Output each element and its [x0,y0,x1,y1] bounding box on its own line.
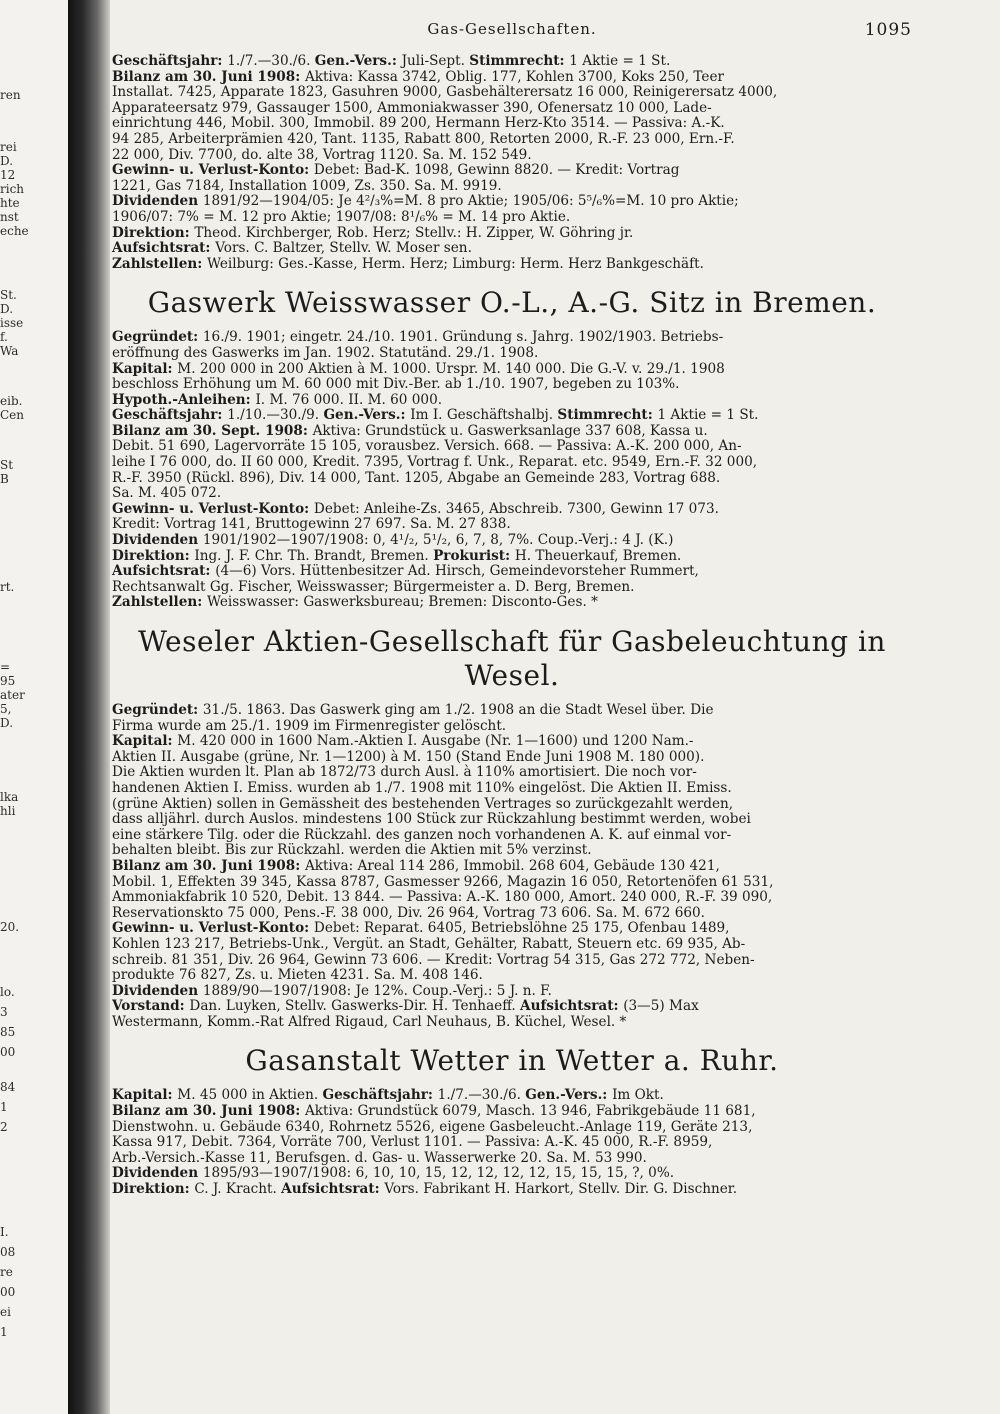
text-line [112,921,912,937]
field-text: dass alljährl. durch Auslos. mindestens 100 Stück zur Rückzahlung bestimmt werden, wobei [112,811,751,828]
field-label: Direktion: [112,547,195,564]
fragment-text: rt. [0,580,15,594]
fragment-text: St. [0,288,17,302]
fragment-text: St [0,458,14,472]
field-text: beschloss Erhöhung um M. 60 000 mit Div.-Ber. ab 1./10. 1907, begeben zu 103%. [112,376,680,393]
field-text: M. 420 000 in 1600 Nam.-Aktien I. Ausgabe (Nr. 1—1600) und 1200 Nam.- [177,733,694,750]
fragment-text: hte [0,196,20,210]
text-line [112,703,912,719]
text-line [112,1166,912,1182]
field-label: Kapital: [112,733,178,750]
field-label: Dividenden [112,982,203,999]
field-text: Debit. 51 690, Lagervorräte 15 105, vorausbez. Versich. 668. — Passiva: A.-K. 200 000, An- [112,438,742,455]
page-number: 1095 [864,20,912,40]
text-line [112,765,912,781]
text-line [112,517,912,533]
text-line [112,502,912,518]
field-label: Vorstand: [112,998,190,1015]
field-text: Rechtsanwalt Gg. Fischer, Weisswasser; Bürgermeister a. D. Berg, Bremen. [112,578,635,595]
fragment-text: Wa [0,344,19,358]
field-text: 1891/92—1904/05: Je 4²/₃%=M. 8 pro Aktie; 1905/06: 5⁵/₆%=M. 10 pro Aktie; [202,193,739,210]
field-label: Dividenden [112,193,203,210]
field-text: Ammoniakfabrik 10 520, Debit. 13 844. — Passiva: A.-K. 180 000, Amort. 240 000, R.-F. 39 090, [112,889,773,906]
text-line [112,1151,912,1167]
text-line [112,241,912,257]
text-line [112,226,912,242]
field-label: Aufsichtsrat: [112,563,216,580]
field-text: (4—6) Vors. Hüttenbesitzer Ad. Hirsch, Gemeindevorsteher Rummert, [215,563,699,580]
text-line [112,85,912,101]
fragment-text: 95 [0,674,16,688]
adjacent-page-fragment [0,0,68,1414]
field-text: Kohlen 123 217, Betriebs-Unk., Vergüt. an Stadt, Gehälter, Rabatt, Steuern etc. 69 935, Ab- [112,935,746,952]
field-text: Dienstwohn. u. Gebäude 6340, Rohrnetz 5526, eigene Gasbeleucht.-Anlage 119, Geräte 213, [112,1118,753,1135]
field-text: 16./9. 1901; eingetr. 24./10. 1901. Gründung s. Jahrg. 1902/1903. Betriebs- [202,329,724,346]
fragment-text: Cen [0,408,25,422]
text-line [112,101,912,117]
field-text: Mobil. 1, Effekten 39 345, Kassa 8787, Gasmesser 9266, Magazin 16 050, Retortenöfen 61 531, [112,873,774,890]
field-text: (grüne Aktien) sollen in Gemässheit des bestehenden Vertrages so zurückgezahlt werden, [112,795,734,812]
text-line [112,210,912,226]
field-text: Vors. Fabrikant H. Harkort, Stellv. Dir. G. Dischner. [384,1181,738,1198]
text-line [112,393,912,409]
field-label: Hypoth.-Anleihen: [112,391,256,408]
field-text: eine stärkere Tilg. oder die Rückzahl. des ganzen noch vorhandenen A. K. auf einmal vor- [112,826,732,843]
field-text: Aktiva: Grundstück u. Gaswerksanlage 337 608, Kassa u. [312,422,708,439]
field-text: 1895/93—1907/1908: 6, 10, 10, 15, 12, 12, 12, 12, 15, 15, 15, ?, 0%. [202,1165,675,1182]
field-label: Direktion: [112,1181,195,1198]
fragment-text: D. [0,302,14,316]
fragment-text: rei [0,140,17,154]
field-text: Aktien II. Ausgabe (grüne, Nr. 1—1200) à M. 150 (Stand Ende Juni 1908 M. 180 000). [112,748,705,765]
company-entry [112,1044,912,1197]
fragment-text: 5, [0,702,12,716]
field-label: Bilanz am 30. Juni 1908: [112,1103,305,1120]
field-text: 1./7.—30./6. [227,53,315,69]
company-entry [112,286,912,611]
field-label: Gewinn- u. Verlust-Konto: [112,920,314,937]
text-line [112,362,912,378]
fragment-text: hli [0,804,16,818]
field-text: handenen Aktien I. Emiss. wurden ab 1./7. 1908 mit 110% eingelöst. Die Aktien II. Emiss. [112,779,732,796]
field-label: Gen.-Vers.: [314,53,402,69]
field-text: I. M. 76 000. II. M. 60 000. [255,391,443,408]
field-text: Weilburg: Ges.-Kasse, Herm. Herz; Limburg: Herm. Herz Bankgeschäft. [206,255,704,272]
field-label: Aufsichtsrat: [281,1181,385,1198]
field-text: (3—5) Max [623,998,699,1015]
book-gutter [68,0,110,1414]
text-line [112,1015,912,1031]
fragment-text: f. [0,330,8,344]
field-text: 1./10.—30./9. [227,407,324,424]
text-line [112,875,912,891]
field-label: Gegründet: [112,329,203,346]
field-label: Gegründet: [112,702,203,718]
fragment-text: D. [0,154,14,168]
field-label: Zahlstellen: [112,255,207,272]
company-title: Gasanstalt Wetter in Wetter a. Ruhr. [245,1044,779,1078]
field-text: 1221, Gas 7184, Installation 1009, Zs. 350. Sa. M. 9919. [112,177,502,194]
text-line [112,408,912,424]
running-header [112,20,912,54]
field-label: Dividenden [112,532,203,549]
text-line [112,984,912,1000]
text-line [112,424,912,440]
text-line [112,999,912,1015]
fragment-text: 12 [0,168,16,182]
text-line [112,116,912,132]
text-line [112,330,912,346]
field-label: Prokurist: [433,547,515,564]
text-line [112,937,912,953]
field-label: Gen.-Vers.: [525,1087,613,1104]
company-entry [112,625,912,1030]
text-line [112,132,912,148]
company-title: Weseler Aktien-Gesellschaft für Gasbeleuchtung in Wesel. [138,625,886,692]
field-label: Dividenden [112,1165,203,1182]
field-text: Sa. M. 405 072. [112,485,222,502]
company-entry [112,54,912,272]
field-text: Weisswasser: Gaswerksbureau; Bremen: Disconto-Ges. * [206,594,598,611]
text-line [112,797,912,813]
text-line [112,750,912,766]
field-text: schreib. 81 351, Div. 26 964, Gewinn 73 606. — Kredit: Vortrag 54 315, Gas 272 772, Neben- [112,951,755,968]
field-text: einrichtung 446, Mobil. 300, Immobil. 89 200, Hermann Herz-Kto 3514. — Passiva: A.-K. [112,115,725,132]
text-line [112,719,912,735]
text-line [112,843,912,859]
field-text: Installat. 7425, Apparate 1823, Gasuhren 9000, Gasbehälterersatz 16 000, Reinigerersatz 4000, [112,84,778,101]
field-text: 1906/07: 7% = M. 12 pro Aktie; 1907/08: 8¹/₆% = M. 14 pro Aktie. [112,208,571,225]
text-line [112,471,912,487]
text-line [112,968,912,984]
field-text: Die Aktien wurden lt. Plan ab 1872/73 durch Ausl. à 110% amortisiert. Die noch vor- [112,764,697,781]
fragment-text: re [0,1265,13,1279]
field-label: Geschäftsjahr: [112,407,228,424]
fragment-text: 3 [0,1005,8,1019]
fragment-text: 00 [0,1045,16,1059]
field-text: 1./7.—30./6. [437,1087,526,1104]
field-text: Kredit: Vortrag 141, Bruttogewinn 27 697. Sa. M. 27 838. [112,516,511,533]
field-label: Geschäftsjahr: [322,1087,438,1104]
fragment-text: 2 [0,1120,8,1134]
field-label: Gewinn- u. Verlust-Konto: [112,500,314,517]
field-label: Bilanz am 30. Juni 1908: [112,857,305,874]
document-page [112,20,912,1400]
field-text: M. 200 000 in 200 Aktien à M. 1000. Urspr. M. 140 000. Die G.-V. v. 29./1. 1908 [177,360,725,377]
fragment-text: 84 [0,1080,16,1094]
field-text: Im I. Geschäftshalbj. [410,407,558,424]
field-text: Reservationskto 75 000, Pens.-F. 38 000, Div. 26 964, Vortrag 73 606. Sa. M. 672 660. [112,904,705,921]
text-line [112,580,912,596]
fragment-text: 00 [0,1285,16,1299]
field-text: C. J. Kracht. [194,1181,282,1198]
field-text: Dan. Luyken, Stellv. Gaswerks-Dir. H. Tenhaeff. [189,998,521,1015]
fragment-text: I. [0,1225,9,1239]
text-line [112,1104,912,1120]
text-line [112,194,912,210]
field-label: Stimmrecht: [469,53,570,69]
field-text: M. 45 000 in Aktien. [177,1087,323,1104]
text-line [112,828,912,844]
field-text: behalten bleibt. Bis zur Rückzahl. werden die Aktien mit 5% verzinst. [112,842,592,859]
text-line [112,564,912,580]
field-text: 22 000, Div. 7700, do. alte 38, Vortrag 1120. Sa. M. 152 549. [112,146,532,163]
fragment-text: nst [0,210,19,224]
fragment-text: ater [0,688,25,702]
fragment-text: D. [0,716,14,730]
fragment-text: 08 [0,1245,16,1259]
fragment-text: eche [0,224,29,238]
text-line [112,890,912,906]
text-line [112,859,912,875]
text-line [112,486,912,502]
fragment-text: lo. [0,985,15,999]
field-text: 1 Aktie = 1 St. [657,407,759,424]
text-line [112,346,912,362]
field-text: Aktiva: Kassa 3742, Oblig. 177, Kohlen 3700, Koks 250, Teer [304,68,724,85]
header-title: Gas-Gesellschaften. [427,20,597,38]
field-text: Vors. C. Baltzer, Stellv. W. Moser sen. [215,240,472,257]
text-line [112,1120,912,1136]
fragment-text: 1 [0,1100,8,1114]
fragment-text: lka [0,790,19,804]
fragment-text: B [0,472,9,486]
text-line [112,781,912,797]
field-text: R.-F. 3950 (Rückl. 896), Div. 14 000, Tant. 1205, Abgabe an Gemeinde 283, Vortrag 688. [112,469,721,486]
text-line [112,734,912,750]
field-text: Theod. Kirchberger, Rob. Herz; Stellv.: H. Zipper, W. Göhring jr. [194,224,634,241]
field-text: Kassa 917, Debit. 7364, Vorräte 700, Verlust 1101. — Passiva: A.-K. 45 000, R.-F. 8959, [112,1134,713,1151]
field-text: produkte 76 827, Zs. u. Mieten 4231. Sa. M. 408 146. [112,967,483,984]
field-text: 94 285, Arbeiterprämien 420, Tant. 1135, Rabatt 800, Retorten 2000, R.-F. 23 000, Ern.-F. [112,130,735,147]
text-line [112,595,912,611]
company-title: Gaswerk Weisswasser O.-L., A.-G. Sitz in Bremen. [147,286,877,320]
field-text: Im Okt. [612,1087,664,1104]
text-line [112,70,912,86]
text-line [112,179,912,195]
text-line [112,148,912,164]
field-text: Westermann, Komm.-Rat Alfred Rigaud, Carl Neuhaus, B. Küchel, Wesel. * [112,1013,627,1030]
field-label: Aufsichtsrat: [112,240,216,257]
text-line [112,1182,912,1198]
field-text: Aktiva: Areal 114 286, Immobil. 268 604, Gebäude 130 421, [304,857,720,874]
field-label: Kapital: [112,1087,178,1104]
fragment-text: ei [0,1305,11,1319]
field-label: Geschäftsjahr: [112,53,228,69]
text-line [112,54,912,70]
field-text: Firma wurde am 25./1. 1909 im Firmenregister gelöscht. [112,717,507,734]
text-line [112,533,912,549]
field-text: 1 Aktie = 1 St. [569,53,671,69]
field-label: Zahlstellen: [112,594,207,611]
fragment-text: = [0,660,11,674]
field-text: 31./5. 1863. Das Gaswerk ging am 1./2. 1908 an die Stadt Wesel über. Die [202,702,714,718]
text-line [112,455,912,471]
text-line [112,906,912,922]
text-line [112,257,912,273]
text-line [112,377,912,393]
text-line [112,812,912,828]
text-line [112,1135,912,1151]
field-text: Ing. J. F. Chr. Th. Brandt, Bremen. [194,547,434,564]
text-line [112,1088,912,1104]
field-text: Debet: Reparat. 6405, Betriebslöhne 25 175, Ofenbau 1489, [313,920,730,937]
field-text: H. Theuerkauf, Bremen. [514,547,682,564]
field-label: Kapital: [112,360,178,377]
text-line [112,953,912,969]
fragment-text: isse [0,316,24,330]
field-label: Stimmrecht: [557,407,658,424]
field-label: Gewinn- u. Verlust-Konto: [112,162,314,179]
fragment-text: 1 [0,1325,8,1339]
fragment-text: rich [0,182,25,196]
field-text: 1901/1902—1907/1908: 0, 4¹/₂, 5¹/₂, 6, 7, 8, 7%. Coup.-Verj.: 4 J. (K.) [202,532,674,549]
text-line [112,439,912,455]
field-text: leihe I 76 000, do. II 60 000, Kredit. 7395, Vortrag f. Unk., Reparat. etc. 9549, Ern.-F. 32 000, [112,454,758,471]
field-text: Debet: Bad-K. 1098, Gewinn 8820. — Kredit: Vortrag [313,162,680,179]
field-text: Juli-Sept. [401,53,470,69]
field-text: eröffnung des Gaswerks im Jan. 1902. Statutänd. 29./1. 1908. [112,344,539,361]
fragment-text: ren [0,88,21,102]
text-line [112,549,912,565]
field-text: Debet: Anleihe-Zs. 3465, Abschreib. 7300, Gewinn 17 073. [313,500,719,517]
field-label: Aufsichtsrat: [520,998,624,1015]
field-text: 1889/90—1907/1908: Je 12%. Coup.-Verj.: 5 J. n. F. [202,982,552,999]
text-line [112,163,912,179]
fragment-text: 85 [0,1025,16,1039]
field-text: Arb.-Versich.-Kasse 11, Berufsgen. d. Gas- u. Wasserwerke 20. Sa. M. 53 990. [112,1149,647,1166]
field-text: Apparateersatz 979, Gassauger 1500, Ammoniakwasser 390, Ofenersatz 10 000, Lade- [112,99,712,116]
field-label: Direktion: [112,224,195,241]
field-label: Bilanz am 30. Juni 1908: [112,68,305,85]
field-text: Aktiva: Grundstück 6079, Masch. 13 946, Fabrikgebäude 11 681, [304,1103,756,1120]
document-body [112,54,912,1198]
fragment-text: 20. [0,920,20,934]
field-label: Gen.-Vers.: [323,407,411,424]
field-label: Bilanz am 30. Sept. 1908: [112,422,313,439]
fragment-text: eib. [0,394,23,408]
